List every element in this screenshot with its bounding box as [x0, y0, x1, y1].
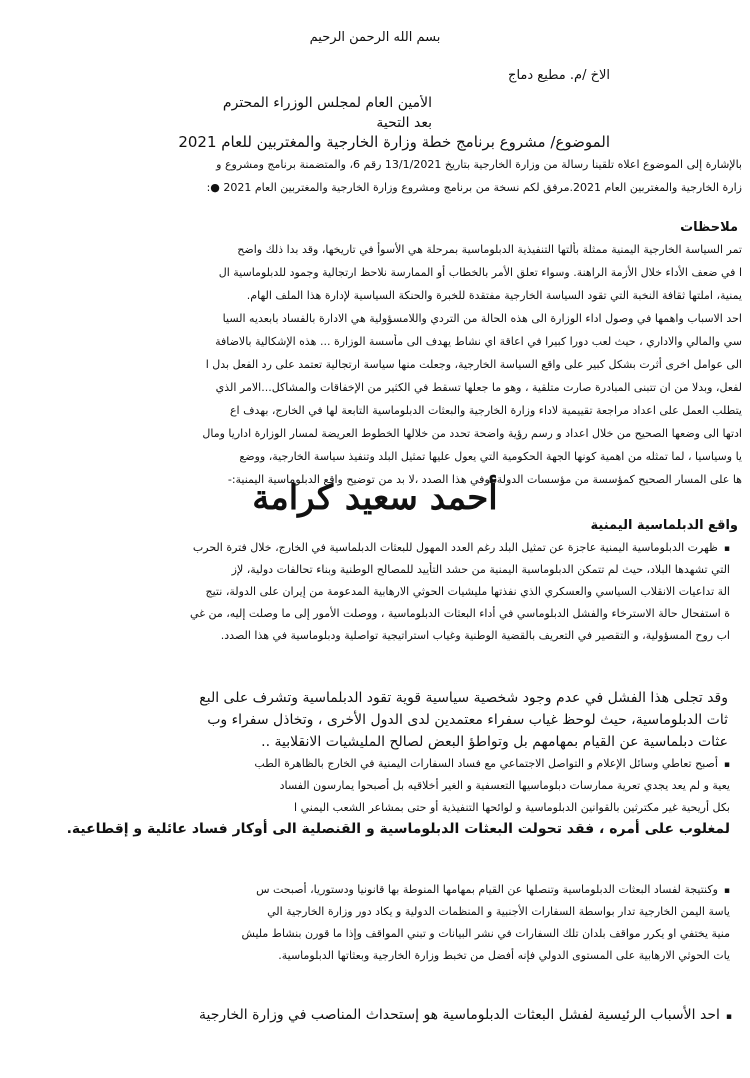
final-point: ▪ احد الأسباب الرئيسية لفشل البعثات الدبلوماسية هو إستحداث المناصب في وزارة الخارجية [8, 1005, 732, 1027]
consequence-line: ياسة اليمن الخارجية تدار بواسطة السفارات الأجنبية و المنظمات الدولية و يكاد دور وزارة الخارجية الي [267, 905, 730, 918]
failure-line: وقد تجلى هذا الفشل في عدم وجود شخصية سياسية قوية تقود الدبلماسية وتشرف على البع [199, 690, 728, 706]
consequence-line: ▪ وكنتيجة لفساد البعثات الدبلوماسية وتنصلها عن القيام بمهامها المنوطة بها قانونيا ودستوريا، أصبحت س [8, 882, 730, 899]
reality-heading: واقع الدبلماسية اليمنية [590, 518, 738, 533]
media-line: ▪ أصبح تعاطي وسائل الإعلام و التواصل الاجتماعي مع فساد السفارات اليمنية في الخارج بالظاهرة الطب [8, 756, 730, 773]
reality-line: الة تداعيات الانقلاب السياسي والعسكري الذي نفذتها مليشيات الحوثي الارهابية المدعومة من إيران على الدولة، نتيج [205, 585, 730, 598]
reference-line-2: زارة الخارجية والمغتربين العام 2021.مرفق لكم نسخة من برنامج ومشروع وزارة الخارجية والمغتربين العام 2021 ●: [206, 181, 742, 194]
notes-line: يا وسياسيا ، لما تمثله من اهمية كونها الجهة الحكومية التي يعول عليها تمثيل البلد وتنفيذ سياسة الخارجية، ووضع [239, 450, 742, 463]
greeting: بعد التحية [376, 115, 432, 131]
media-line: بكل أريحية غير مكترثين بالقوانين الدبلوماسية و لوائحها التنفيذية أو حتى بمشاعر الشعب اليمني ا [294, 801, 730, 814]
reality-line: اب روح المسؤولية، و التقصير في التعريف بالقضية الوطنية وغياب استراتيجية تواصلية ودبلوماسية في هذا الصدد. [220, 629, 730, 642]
signature-name: أحمد سعيد كرامة [252, 478, 498, 518]
notes-line: ا في ضعف الأداء خلال الأزمة الراهنة. وسواء تعلق الأمر بالخطاب أو الممارسة نلاحظ ارتجالية وجمود للدبلوماسية ال [218, 266, 742, 279]
notes-line: احد الاسباب واهمها في وصول اداء الوزارة الى هذه الحالة من التردي واللامسؤولية هي الادارة بالفساد بابعديه السيا [222, 312, 742, 325]
subject-line: الموضوع/ مشروع برنامج خطة وزارة الخارجية والمغتربين للعام 2021 [178, 133, 610, 151]
media-bold-line: لمغلوب على أمره ، فقد تحولت البعثات الدبلوماسية و القنصلية الى أوكار فساد عائلية و إقطاعية. [66, 821, 730, 837]
notes-line: سي والمالي والاداري ، حيث لعب دورا كبيرا في اعاقة اي نشاط يهدف الى مأسسة الوزارة ... هذه الإشكالية بالاضافة [215, 335, 742, 348]
recipient-title: الأمين العام لمجلس الوزراء المحترم [222, 95, 432, 111]
consequence-line: منية يختفي او يكرر مواقف بلدان تلك السفارات في نشر البيانات و تبني المواقف وإذا ما قورن بنشاط مليش [241, 927, 730, 940]
failure-line: عثات دبلماسية عن القيام بمهامهم بل وتواطؤ البعض لصالح المليشيات الانقلابية .. [261, 734, 728, 750]
recipient-name: الاخ /م. مطيع دماج [508, 68, 610, 83]
basmala: بسم الله الرحمن الرحيم [309, 30, 441, 45]
notes-line: الى عوامل اخرى أثرت بشكل كبير على واقع السياسة الخارجية، وجعلت منها سياسة ارتجالية تعتمد على رد الفعل بدل ا [205, 358, 742, 371]
media-line: يعية و لم يعد يجدي تعرية ممارسات دبلوماسيها التعسفية و الغير أخلاقيه بل أصبحوا يمارسون الفساد [279, 779, 730, 792]
reality-line: ة استفحال حالة الاسترخاء والفشل الدبلوماسي في أداء البعثات الدبلوماسية ، ووصلت الأمور إلى ما وصلت إليه، من غي [190, 607, 730, 620]
consequence-line: يات الحوثي الارهابية على المستوى الدولي فإنه أفضل من تخبط وزارة الخارجية وبعثاتها الدبلوماسية. [278, 949, 730, 962]
notes-line: يتطلب العمل على اعداد مراجعة تقييمية لاداء وزارة الخارجية والبعثات الدبلوماسية التابعة لها في الخارج، بهدف اع [229, 404, 742, 417]
reality-line: ▪ ظهرت الدبلوماسية اليمنية عاجزة عن تمثيل البلد رغم العدد المهول للبعثات الدبلماسية في الخارج، خلال فترة الحرب [8, 540, 730, 557]
failure-line: ثات الدبلوماسية، حيث لوحظ غياب سفراء معتمدين لدى الدول الأخرى ، وتخاذل سفراء وب [207, 712, 728, 728]
reference-line-1: بالإشارة إلى الموضوع اعلاه تلقينا رسالة من وزارة الخارجية بتاريخ 13/1/2021 رقم 6، والمتضمنة برنامج ومشروع و [216, 158, 742, 171]
reality-line: التي تشهدها البلاد، حيث لم تتمكن الدبلوماسية اليمنية من حشد التأييد للمصالح الوطنية وبناء تحالفات دولية، لإز [231, 563, 730, 576]
notes-line: يمنية، املتها ثقافة النخبة التي تقود السياسة الخارجية مفتقدة للخبرة والحنكة السياسية لإدارة هذا الملف الهام. [246, 289, 742, 302]
notes-line: لفعل، وبدلا من ان تتبنى المبادرة صارت متلقية ، وهو ما جعلها تسقط في الكثير من الإخفاقات والمشاكل...الامر الذي [215, 381, 742, 394]
notes-line: ادتها الى وضعها الصحيح من خلال اعداد و رسم رؤية واضحة تحدد من خلالها الخطوط العريضة لمسار الوزارة اداريا ومال [202, 427, 742, 440]
notes-heading: ملاحظات [680, 220, 738, 235]
notes-line: تمر السياسة الخارجية اليمنية ممثلة بألتها التنفيذية الدبلوماسية بمرحلة هي الأسوأ في تاريخها، وقد بدا ذلك واضح [237, 243, 742, 256]
notes-line: ها على المسار الصحيح كمؤسسة من مؤسسات الدولة..وفي هذا الصدد ،لا بد من توضيح واقع الدبلوماسية اليمنية:- [227, 473, 742, 486]
